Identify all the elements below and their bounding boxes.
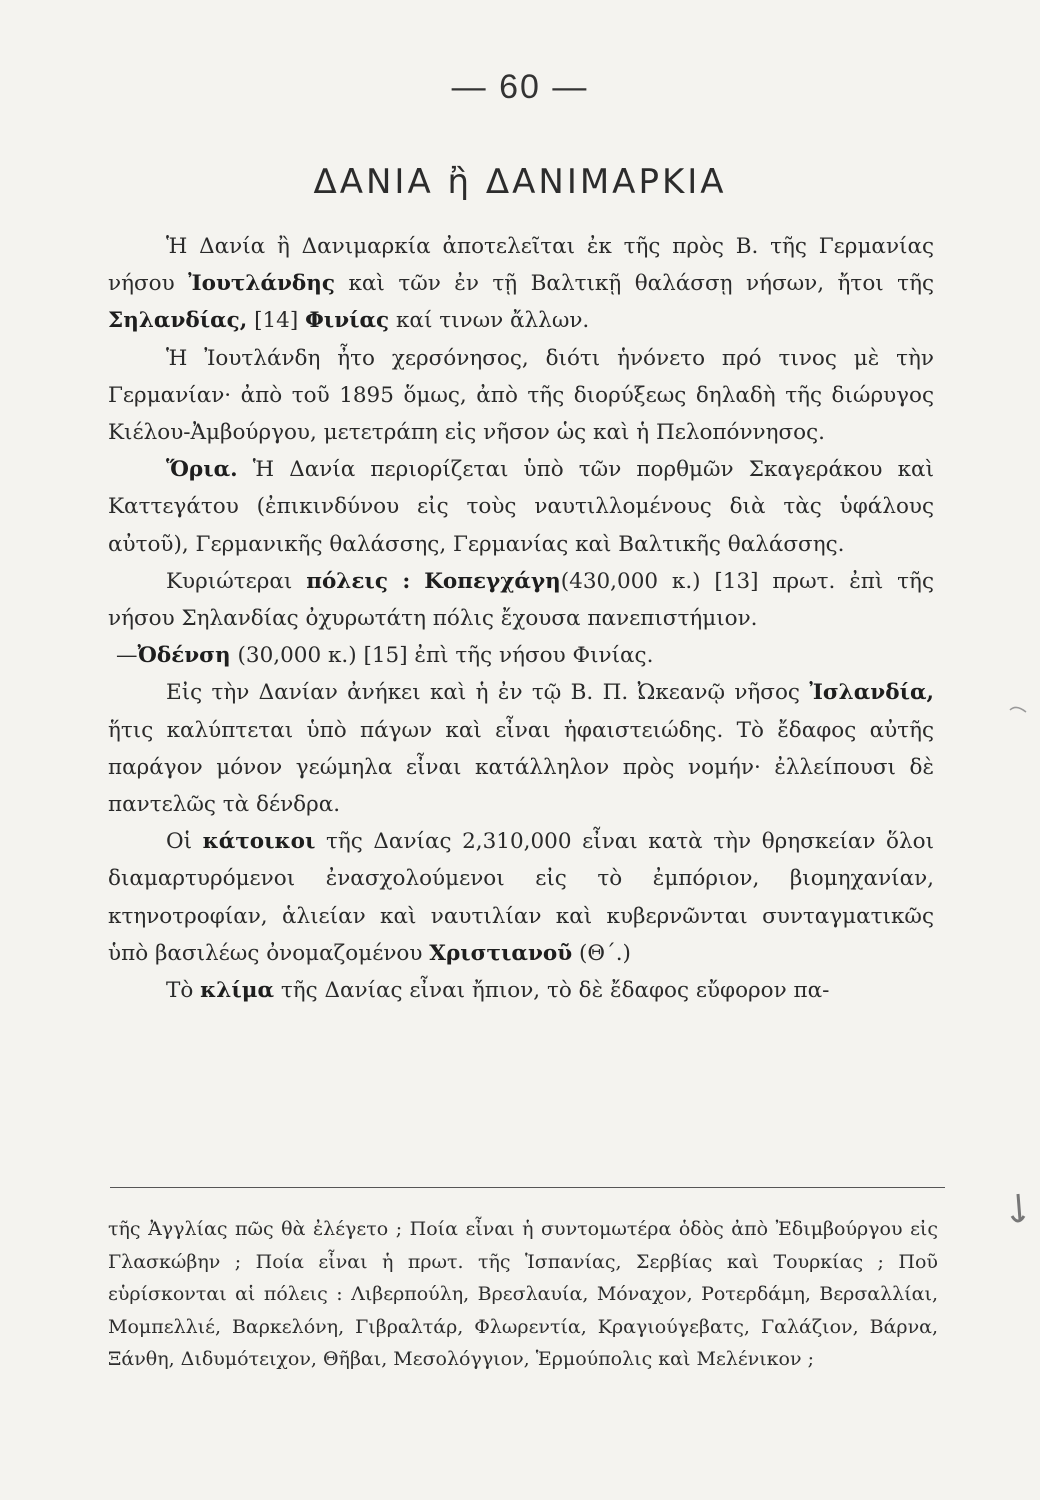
text-run: [14]	[247, 308, 306, 334]
body-text	[108, 228, 934, 1009]
text-run: καί τινων ἄλλων.	[389, 308, 590, 334]
text-run: (30,000 κ.) [15] ἐπὶ τῆς νήσου Φινίας.	[230, 643, 654, 669]
margin-mark-icon	[1006, 700, 1030, 720]
text-run: τῆς Δανίας εἶναι ἤπιον, τὸ δὲ ἔδαφος εὔφορον πα-	[274, 978, 830, 1004]
text-run: Εἰς τὴν Δανίαν ἀνήκει καὶ ἡ ἐν τῷ Β. Π. Ὠκεανῷ νῆσος	[166, 680, 810, 706]
text-run: Ἡ Ἰουτλάνδη ἦτο χερσόνησος, διότι ἡνόνετο πρό τινος μὲ τὴν Γερμανίαν· ἀπὸ τοῦ 1895 ὅμως, ἀπὸ τῆς διορύξεως δηλαδὴ τῆς διώρυγος Κιέλου-Ἀμβούργου, μετετράπη εἰς νῆσον ὡς καὶ ἡ Πελοπόννησος.	[108, 345, 934, 446]
text-run: Κυριώτεραι	[166, 568, 307, 594]
text-run: ἥτις καλύπτεται ὑπὸ πάγων καὶ εἶναι ἡφαιστειώδης. Τὸ ἔδαφος αὐτῆς παράγον μόνον γεώμηλα εἶναι κατάλληλον πρὸς νομήν· ἐλλείπουσι δὲ παντελῶς τὰ δένδρα.	[108, 717, 934, 818]
footnote-divider	[110, 1187, 945, 1188]
bold-term: πόλεις :	[306, 568, 411, 594]
paragraph	[108, 563, 934, 637]
bold-term: Ἰσλανδία,	[809, 680, 934, 706]
chapter-title: ΔΑΝΙΑ ἢ ΔΑΝΙΜΑΡΚΙΑ	[313, 162, 727, 202]
bold-term: Κοπεγχάγη	[424, 568, 561, 594]
text-run: καὶ τῶν ἐν τῇ Βαλτικῇ θαλάσσῃ νήσων, ἤτοι τῆς	[334, 271, 934, 297]
text-run: τῆς Δανίας 2,310,000 εἶναι κατὰ τὴν θρησκείαν ὅλοι διαμαρτυρόμενοι ἐνασχολούμενοι εἰς τὸ ἐμπόριον, βιομηχανίαν, κτηνοτροφίαν, ἁλιείαν καὶ ναυτιλίαν καὶ κυβερνῶνται συνταγματικῶς ὑπὸ βασιλέως ὀνομαζομένου	[108, 829, 935, 966]
bold-term: Χριστιανοῦ	[429, 940, 573, 966]
paragraph	[108, 637, 934, 674]
text-run: Τὸ	[166, 978, 201, 1004]
text-run: (Θ΄.)	[572, 940, 631, 966]
bold-term: Ἰουτλάνδης	[188, 271, 335, 297]
paragraph	[108, 674, 934, 823]
bold-term: Ὀδένση	[137, 643, 231, 669]
bold-term: κάτοικοι	[202, 829, 316, 855]
text-run: Ἡ Δανία ἢ Δανιμαρκία ἀποτελεῖται ἐκ τῆς πρὸς Β. τῆς Γερμανίας νήσου	[108, 234, 934, 297]
ink-smudge-icon	[1000, 1190, 1030, 1230]
page-number: — 60 —	[451, 68, 589, 106]
text-run: (430,000 κ.) [13] πρωτ. ἐπὶ τῆς νήσου Σηλανδίας ὀχυρωτάτη πόλις ἔχουσα πανεπιστήμιον.	[108, 568, 934, 632]
bold-term: Σηλανδίας,	[108, 308, 248, 334]
paragraph	[108, 228, 934, 340]
section-heading-inline: Ὅρια.	[166, 457, 238, 483]
text-run: Οἱ	[166, 829, 203, 855]
bold-term: Φινίας	[305, 308, 390, 334]
paragraph	[108, 340, 934, 452]
text-run	[410, 569, 424, 594]
bold-term: κλίμα	[200, 978, 274, 1004]
text-run: Ἡ Δανία περιορίζεται ὑπὸ τῶν πορθμῶν Σκαγεράκου καὶ Καττεγάτου (ἐπικινδύνου εἰς τοὺς ναυτιλλομένους διὰ τὰς ὑφάλους αὐτοῦ), Γερμανικῆς θαλάσσης, Γερμανίας καὶ Βαλτικῆς θαλάσσης.	[108, 457, 934, 557]
paragraph	[108, 451, 934, 563]
text-run: —	[116, 643, 138, 669]
paragraph	[108, 823, 934, 972]
footnote: τῆς Ἀγγλίας πῶς θὰ ἐλέγετο ; Ποία εἶναι ἡ συντομωτέρα ὁδὸς ἀπὸ Ἐδιμβούργου εἰς Γλασκώβην ; Ποία εἶναι ἡ πρωτ. τῆς Ἱσπανίας, Σερβίας καὶ Τουρκίας ; Ποῦ εὑρίσκονται αἱ πόλεις : Λιβερπούλη, Βρεσλαυία, Μόναχον, Ροτερδάμη, Βερσαλλίαι, Μομπελλιέ, Βαρκελόνη, Γιβραλτάρ, Φλωρεντία, Κραγιούγεβατς, Γαλάζιον, Βάρνα, Ξάνθη, Διδυμότειχον, Θῆβαι, Μεσολόγγιον, Ἑρμούπολις καὶ Μελένικον ;	[108, 1218, 938, 1371]
paragraph	[108, 972, 934, 1009]
